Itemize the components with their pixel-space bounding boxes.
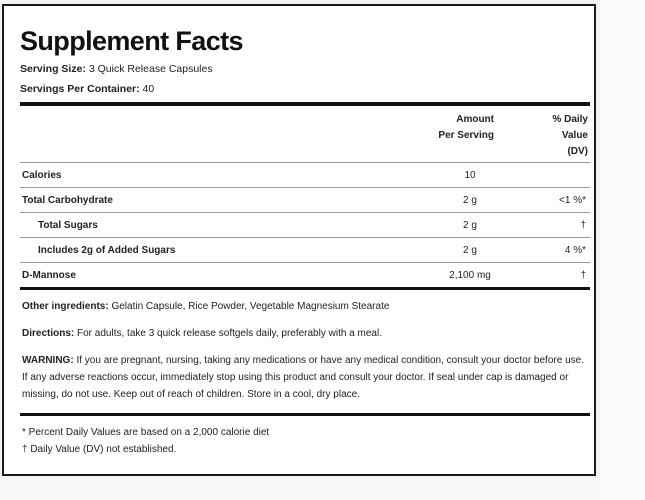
- row-amount: 2 g: [463, 245, 477, 256]
- amount-header-line2: Per Serving: [438, 130, 494, 141]
- servings-per-container: [20, 82, 590, 96]
- serving-size-value: 3 Quick Release Capsules: [88, 63, 213, 75]
- row-label: D-Mannose: [22, 270, 76, 281]
- warning: [22, 352, 590, 403]
- page-margin-right: [600, 0, 645, 500]
- row-label: Calories: [22, 170, 62, 181]
- table-row-added-sugars: [20, 238, 590, 262]
- table-row-total-carbohydrate: [20, 188, 590, 212]
- dv-header-line3: (DV): [567, 146, 588, 157]
- row-label: Includes 2g of Added Sugars: [38, 245, 176, 256]
- footnote-percent-dv: * Percent Daily Values are based on a 2,000 calorie diet: [22, 427, 270, 438]
- dv-header-line2: Value: [561, 130, 588, 141]
- table-row-total-sugars: [20, 213, 590, 237]
- servings-per-container-label: Servings Per Container:: [20, 83, 140, 95]
- row-amount: 2,100 mg: [449, 270, 491, 281]
- row-label: Total Sugars: [38, 220, 98, 231]
- page-title: Supplement Facts: [20, 26, 243, 56]
- directions: [22, 325, 590, 342]
- other-ingredients-label: Other ingredients:: [22, 301, 109, 312]
- row-amount: 2 g: [463, 195, 477, 206]
- notes-section: [20, 298, 590, 403]
- table-header: [20, 106, 590, 162]
- panel-content: [20, 26, 590, 458]
- directions-label: Directions:: [22, 328, 75, 339]
- serving-size: [20, 62, 590, 76]
- amount-header-line1: Amount: [456, 114, 494, 125]
- table-row-calories: [20, 163, 590, 187]
- row-label: Total Carbohydrate: [22, 195, 113, 206]
- row-daily-value: 4 %*: [564, 245, 586, 256]
- servings-per-container-value: 40: [142, 83, 155, 95]
- directions-text: For adults, take 3 quick release softgels daily, preferably with a meal.: [77, 328, 382, 339]
- warning-text: If you are pregnant, nursing, taking any medications or have any medical condition, consult your doctor before use. If any adverse reactions occur, immediately stop using this product and consult your doctor. If seal under cap is damaged or missing, do not use. Keep out of reach of children. Store in a cool, dry place.: [22, 355, 584, 400]
- warning-label: WARNING:: [22, 355, 74, 366]
- other-ingredients: [22, 298, 590, 315]
- supplement-facts-panel: [2, 4, 596, 476]
- other-ingredients-text: Gelatin Capsule, Rice Powder, Vegetable Magnesium Stearate: [111, 301, 390, 312]
- serving-size-label: Serving Size:: [20, 63, 86, 75]
- row-daily-value: <1 %*: [559, 195, 586, 206]
- row-amount: 10: [464, 170, 476, 181]
- table-row-d-mannose: [20, 263, 590, 287]
- row-daily-value: †: [580, 220, 586, 231]
- footnotes: [20, 424, 590, 458]
- row-daily-value: †: [580, 270, 586, 281]
- footnote-dv-not-established: † Daily Value (DV) not established.: [22, 444, 177, 455]
- amount-per-serving-header: [438, 112, 494, 144]
- page-margin-bottom: [0, 478, 600, 500]
- row-amount: 2 g: [463, 220, 477, 231]
- daily-value-header: [538, 112, 588, 160]
- dv-header-line1: % Daily: [552, 114, 588, 125]
